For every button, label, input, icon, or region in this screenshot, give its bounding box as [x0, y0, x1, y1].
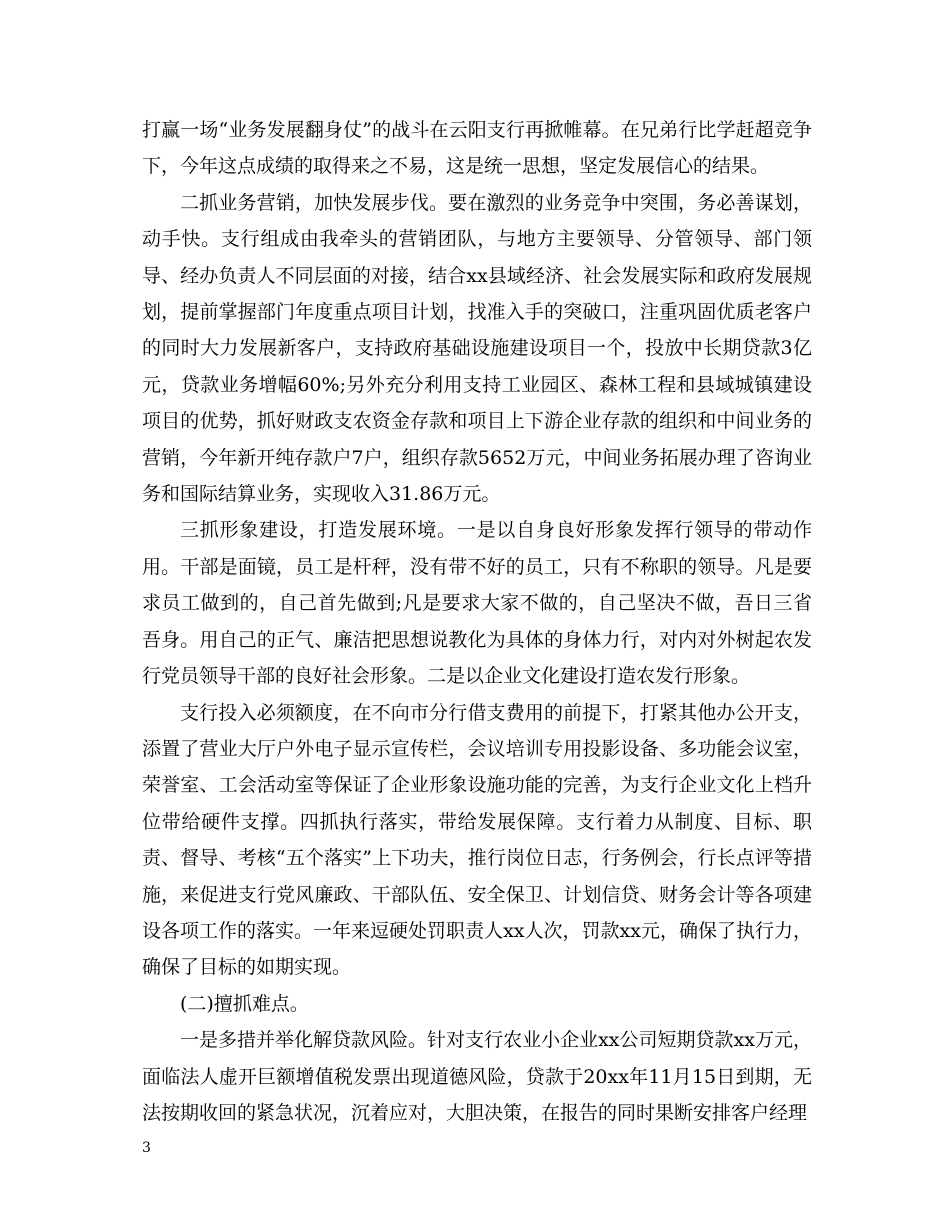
document-body [142, 112, 812, 1131]
paragraph-3: 三抓形象建设，打造发展环境。一是以自身良好形象发挥行领导的带动作用。干部是面镜，员工是杆秤，没有带不好的员工，只有不称职的领导。凡是要求员工做到的，自己首先做到;凡是要求大家不做的，自己坚决不做，吾日三省吾身。用自己的正气、廉洁把思想说教化为具体的身体力行，对内对外树起农发行党员领导干部的良好社会形象。二是以企业文化建设打造农发行形象。 [142, 519, 812, 688]
paragraph-4: 支行投入必须额度，在不向市分行借支费用的前提下，打紧其他办公开支，添置了营业大厅户外电子显示宣传栏，会议培训专用投影设备、多功能会议室，荣誉室、工会活动室等保证了企业形象设施功能的完善，为支行企业文化上档升位带给硬件支撑。四抓执行落实，带给发展保障。支行着力从制度、目标、职责、督导、考核“五个落实”上下功夫，推行岗位日志，行务例会，行长点评等措施，来促进支行党风廉政、干部队伍、安全保卫、计划信贷、财务会计等各项建设各项工作的落实。一年来逗硬处罚职责人xx人次，罚款xx元，确保了执行力，确保了目标的如期实现。 [142, 701, 812, 979]
paragraph-6: 一是多措并举化解贷款风险。针对支行农业小企业xx公司短期贷款xx万元，面临法人虚开巨额增值税发票出现道德风险，贷款于20xx年11月15日到期，无法按期收回的紧急状况，沉着应对，大胆决策，在报告的同时果断安排客户经理 [142, 1029, 812, 1124]
page-number: 3 [142, 1140, 151, 1156]
paragraph-1: 打赢一场“业务发展翻身仗”的战斗在云阳支行再掀帷幕。在兄弟行比学赶超竞争下，今年这点成绩的取得来之不易，这是统一思想，坚定发展信心的结果。 [142, 119, 812, 178]
paragraph-5-heading: (二)擅抓难点。 [180, 992, 309, 1015]
paragraph-2: 二抓业务营销，加快发展步伐。要在激烈的业务竞争中突围，务必善谋划，动手快。支行组成由我牵头的营销团队，与地方主要领导、分管领导、部门领导、经办负责人不同层面的对接，结合xx县域经济、社会发展实际和政府发展规划，提前掌握部门年度重点项目计划，找准入手的突破口，注重巩固优质老客户的同时大力发展新客户，支持政府基础设施建设项目一个，投放中长期贷款3亿元，贷款业务增幅60%;另外充分利用支持工业园区、森林工程和县域城镇建设项目的优势，抓好财政支农资金存款和项目上下游企业存款的组织和中间业务的营销，今年新开纯存款户7户，组织存款5652万元，中间业务拓展办理了咨询业务和国际结算业务，实现收入31.86万元。 [142, 191, 812, 506]
